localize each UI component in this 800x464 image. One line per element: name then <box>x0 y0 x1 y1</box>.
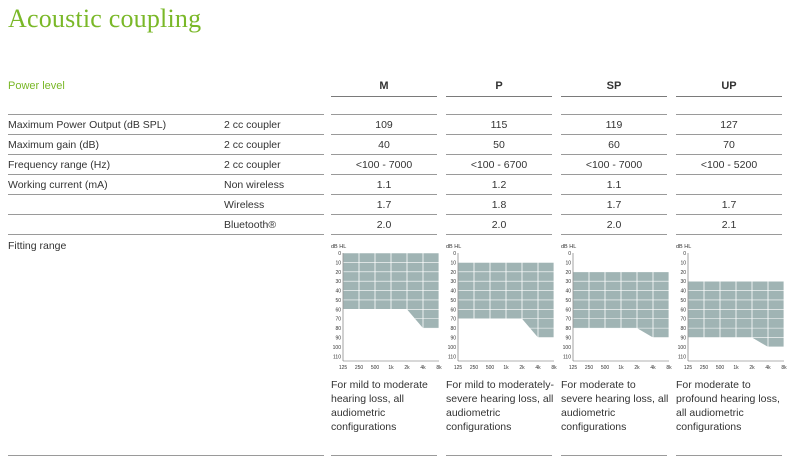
x-tick-label: 1k <box>733 365 739 371</box>
table-cell: 1.7 <box>721 199 737 211</box>
row-sublabel: 2 cc coupler <box>224 139 281 151</box>
description-sp: For moderate to severe hearing loss, all audiometric configurations <box>561 379 669 433</box>
x-tick-label: 4k <box>420 365 426 371</box>
y-tick-label: 50 <box>450 297 456 304</box>
x-tick-label: 125 <box>683 365 693 371</box>
y-tick-label: 60 <box>450 307 456 314</box>
row-label: Working current (mA) <box>8 179 108 191</box>
row-rule <box>331 174 437 175</box>
fitting-chart-up <box>676 240 786 379</box>
table-cell: 109 <box>375 119 393 131</box>
fitting-chart-m <box>331 240 441 379</box>
y-tick-label: 60 <box>565 307 571 314</box>
y-tick-label: 40 <box>565 288 571 295</box>
y-tick-label: 100 <box>562 344 571 351</box>
table-cell: 2.0 <box>606 219 622 231</box>
x-tick-label: 125 <box>453 365 463 371</box>
y-tick-label: 0 <box>338 251 341 257</box>
row-rule <box>561 194 667 195</box>
y-tick-label: 20 <box>565 269 571 276</box>
y-tick-label: 110 <box>448 354 456 361</box>
y-tick-label: 70 <box>680 316 686 323</box>
x-tick-label: 8k <box>551 365 557 371</box>
table-cell: 1.7 <box>606 199 622 211</box>
fitting-range-label: Fitting range <box>8 240 67 252</box>
y-tick-label: 100 <box>447 344 456 351</box>
table-cell: 70 <box>723 139 735 151</box>
table-cell: 1.1 <box>606 179 622 191</box>
row-rule <box>676 134 782 135</box>
row-sublabel: Bluetooth® <box>224 219 277 231</box>
y-tick-label: 80 <box>450 326 456 333</box>
y-tick-label: 60 <box>680 307 686 314</box>
x-tick-label: 250 <box>699 365 709 371</box>
table-cell: <100 - 5200 <box>700 159 758 171</box>
row-rule <box>676 234 782 235</box>
table-cell: 2.1 <box>721 219 737 231</box>
x-tick-label: 1k <box>503 365 509 371</box>
y-tick-label: 70 <box>335 316 341 323</box>
x-tick-label: 8k <box>781 365 787 371</box>
y-tick-label: 30 <box>680 279 686 286</box>
table-cell: 115 <box>490 119 508 131</box>
x-tick-label: 4k <box>650 365 656 371</box>
table-cell: <100 - 6700 <box>470 159 528 171</box>
y-tick-label: 20 <box>450 269 456 276</box>
page-title: Acoustic coupling <box>8 4 202 33</box>
table-cell: <100 - 7000 <box>355 159 413 171</box>
header-rule <box>676 96 782 97</box>
row-rule <box>561 134 667 135</box>
x-tick-label: 500 <box>370 365 380 371</box>
x-tick-label: 4k <box>535 365 541 371</box>
row-rule <box>561 234 667 235</box>
y-tick-label: 50 <box>680 297 686 304</box>
row-rule <box>676 114 782 115</box>
x-tick-label: 2k <box>519 365 525 371</box>
row-rule <box>8 154 324 155</box>
table-cell: 1.7 <box>376 199 392 211</box>
row-rule <box>8 134 324 135</box>
y-tick-label: 110 <box>678 354 686 361</box>
row-label: Frequency range (Hz) <box>8 159 111 171</box>
x-tick-label: 4k <box>765 365 771 371</box>
x-tick-label: 2k <box>749 365 755 371</box>
y-axis-label: dB HL <box>676 244 692 250</box>
x-tick-label: 2k <box>634 365 640 371</box>
y-tick-label: 40 <box>335 288 341 295</box>
row-rule <box>8 234 324 235</box>
row-rule <box>561 114 667 115</box>
y-tick-label: 20 <box>335 269 341 276</box>
row-rule <box>446 234 552 235</box>
row-rule <box>331 214 437 215</box>
row-rule <box>331 194 437 195</box>
bottom-rule <box>676 455 782 456</box>
bottom-rule <box>331 455 437 456</box>
row-rule <box>561 174 667 175</box>
y-tick-label: 100 <box>332 344 341 351</box>
y-tick-label: 30 <box>335 279 341 286</box>
table-cell: 40 <box>378 139 390 151</box>
table-cell: 60 <box>608 139 620 151</box>
bottom-rule <box>561 455 667 456</box>
column-header-sp: SP <box>606 80 622 92</box>
row-rule <box>331 114 437 115</box>
column-header-p: P <box>495 80 503 92</box>
row-rule <box>446 174 552 175</box>
x-tick-label: 1k <box>618 365 624 371</box>
table-cell: 1.1 <box>376 179 392 191</box>
row-rule <box>676 154 782 155</box>
row-sublabel: 2 cc coupler <box>224 119 281 131</box>
y-tick-label: 90 <box>680 335 686 342</box>
y-tick-label: 50 <box>335 297 341 304</box>
header-rule <box>561 96 667 97</box>
x-tick-label: 2k <box>404 365 410 371</box>
row-rule <box>446 134 552 135</box>
y-tick-label: 10 <box>450 260 456 267</box>
y-tick-label: 0 <box>568 251 571 257</box>
y-tick-label: 80 <box>335 326 341 333</box>
fitting-chart-sp <box>561 240 671 379</box>
row-rule <box>8 194 324 195</box>
table-cell: 1.2 <box>491 179 507 191</box>
y-tick-label: 30 <box>565 279 571 286</box>
x-tick-label: 500 <box>485 365 495 371</box>
y-tick-label: 90 <box>335 335 341 342</box>
table-cell: 2.0 <box>491 219 507 231</box>
row-rule <box>331 134 437 135</box>
y-tick-label: 80 <box>565 326 571 333</box>
table-cell: <100 - 7000 <box>585 159 643 171</box>
x-tick-label: 250 <box>469 365 479 371</box>
row-rule <box>676 174 782 175</box>
row-rule <box>561 214 667 215</box>
row-label: Maximum Power Output (dB SPL) <box>8 119 167 131</box>
row-rule <box>676 194 782 195</box>
x-tick-label: 8k <box>666 365 672 371</box>
y-tick-label: 70 <box>565 316 571 323</box>
row-rule <box>8 174 324 175</box>
column-header-up: UP <box>721 80 737 92</box>
x-tick-label: 8k <box>436 365 442 371</box>
row-rule <box>446 214 552 215</box>
x-tick-label: 1k <box>388 365 394 371</box>
y-tick-label: 50 <box>565 297 571 304</box>
y-tick-label: 90 <box>565 335 571 342</box>
table-cell: 127 <box>720 119 738 131</box>
table-cell: 1.8 <box>491 199 507 211</box>
y-tick-label: 40 <box>680 288 686 295</box>
table-cell: 119 <box>605 119 623 131</box>
row-rule <box>8 214 324 215</box>
description-p: For mild to moderately-severe hearing loss, all audiometric configurations <box>446 379 554 433</box>
bottom-rule <box>8 455 324 456</box>
y-tick-label: 10 <box>335 260 341 267</box>
y-tick-label: 10 <box>680 260 686 267</box>
y-tick-label: 60 <box>335 307 341 314</box>
row-rule <box>331 234 437 235</box>
y-tick-label: 0 <box>453 251 456 257</box>
y-tick-label: 100 <box>677 344 686 351</box>
header-rule <box>331 96 437 97</box>
x-tick-label: 500 <box>600 365 610 371</box>
row-sublabel: Non wireless <box>224 179 285 191</box>
x-tick-label: 250 <box>354 365 364 371</box>
y-tick-label: 90 <box>450 335 456 342</box>
row-rule <box>446 154 552 155</box>
y-axis-label: dB HL <box>331 244 347 250</box>
y-tick-label: 80 <box>680 326 686 333</box>
row-rule <box>331 154 437 155</box>
y-tick-label: 30 <box>450 279 456 286</box>
column-header-m: M <box>379 80 389 92</box>
description-m: For mild to moderate hearing loss, all audiometric configurations <box>331 379 428 433</box>
y-tick-label: 70 <box>450 316 456 323</box>
row-sublabel: Wireless <box>224 199 265 211</box>
x-tick-label: 125 <box>338 365 348 371</box>
y-tick-label: 20 <box>680 269 686 276</box>
y-axis-label: dB HL <box>446 244 462 250</box>
table-cell: 2.0 <box>376 219 392 231</box>
x-tick-label: 125 <box>568 365 578 371</box>
table-cell: 50 <box>493 139 505 151</box>
row-rule <box>561 154 667 155</box>
description-up: For moderate to profound hearing loss, all audiometric configurations <box>676 379 780 433</box>
fitting-chart-p <box>446 240 556 379</box>
bottom-rule <box>446 455 552 456</box>
y-tick-label: 0 <box>683 251 686 257</box>
y-tick-label: 10 <box>565 260 571 267</box>
row-sublabel: 2 cc coupler <box>224 159 281 171</box>
y-tick-label: 40 <box>450 288 456 295</box>
row-rule <box>676 214 782 215</box>
x-tick-label: 250 <box>584 365 594 371</box>
header-rule <box>446 96 552 97</box>
power-level-label: Power level <box>8 80 65 92</box>
y-tick-label: 110 <box>333 354 341 361</box>
row-rule <box>8 114 324 115</box>
row-label: Maximum gain (dB) <box>8 139 100 151</box>
row-rule <box>446 114 552 115</box>
row-rule <box>446 194 552 195</box>
x-tick-label: 500 <box>715 365 725 371</box>
y-tick-label: 110 <box>563 354 571 361</box>
y-axis-label: dB HL <box>561 244 577 250</box>
